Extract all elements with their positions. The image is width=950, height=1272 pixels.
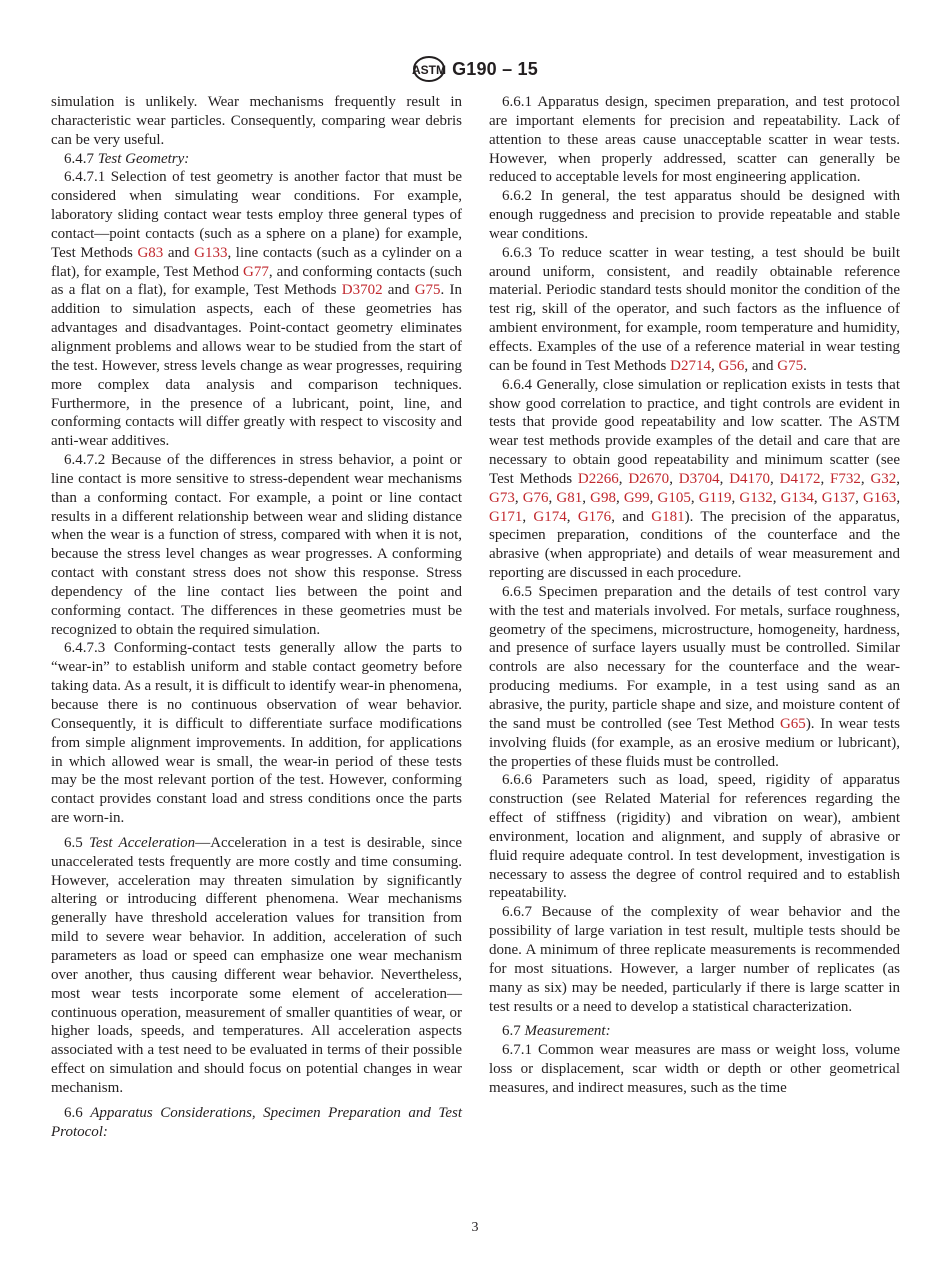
text-run: ). In wear tests involving fluids (for example, as an erosive medium or lubricant), the properties of these fluids must be controlled. (489, 715, 900, 770)
text-run: 6.4.7.1 Selection of test geometry is another factor that must be considered when simulating wear conditions. For example, laboratory sliding contact wear tests employ three general types of contact—point contacts (such as a sphere on a plane) for example, Test Methods (51, 169, 462, 261)
astm-logo-text: ASTM (412, 63, 447, 77)
text-run: , (770, 470, 780, 487)
standard-reference-link[interactable]: G163 (862, 489, 897, 506)
text-run: , (522, 508, 534, 525)
text-run: 6.6.6 Parameters such as load, speed, rigidity of apparatus construction (see Related Material for references regarding the effect of stiffness (rigidity) and vibration on wear), ambient environment, location and alignment, and supply of abrasive or fluid require adequate control. In test development, investigation is necessary to assess the degree of control required and to establish repeatability. (489, 772, 900, 902)
text-run: , (719, 470, 730, 487)
text-run: simulation is unlikely. Wear mechanisms frequently result in characteristic wear particles. Consequently, comparing wear debris can be very useful. (51, 94, 462, 148)
standard-reference-link[interactable]: G176 (577, 508, 612, 525)
text-run: , (855, 489, 863, 506)
paragraph (489, 771, 900, 903)
text-run: 6.6.1 Apparatus design, specimen preparation, and test protocol are important elements for precision and repeatability. Lack of attention to these areas cause unacceptable scatter in wear tests. However, when properly addressed, scatter can generally be reduced to acceptable levels for most engineering application. (489, 94, 900, 186)
text-run: 6.6.7 Because of the complexity of wear behavior and the possibility of large variation in test result, multiple tests should be done. A minimum of three replicate measurements is recommended for most situations. However, a larger number of replicates (as many as six) may be needed, particularly if there is large scatter in test results or a need to develop a statistical characterization. (489, 904, 900, 1015)
text-run: , (711, 357, 719, 374)
paragraph (489, 903, 900, 1016)
text-run: , (860, 470, 871, 487)
standard-reference-link[interactable]: G98 (590, 489, 616, 506)
standard-reference-link[interactable]: G181 (651, 508, 685, 525)
text-run: , (820, 470, 831, 487)
standard-reference-link[interactable]: G134 (780, 489, 814, 506)
section-paragraph (51, 1104, 462, 1142)
paragraph (489, 1041, 900, 1098)
standard-reference-link[interactable]: G75 (414, 282, 441, 299)
right-column (489, 93, 900, 1098)
text-run: 6.6 (64, 1104, 91, 1121)
standard-reference-link[interactable]: G171 (489, 508, 523, 525)
section-heading: Test Acceleration (88, 834, 196, 851)
standard-reference-link[interactable]: G83 (137, 244, 164, 261)
text-run: 6.6.5 Specimen preparation and the details of test control vary with the test and materials involved. For metals, surface roughness, geometry of the specimens, microstructure, homogeneity, hardness, and presence of surface layers usually must be controlled. Similar controls are also necessary for the counterface and the wear-producing mediums. For example, in a test using sand as an abrasive, the purity, particle shape and size, and moisture content of the sand must be controlled (see Test Method (489, 583, 900, 732)
text-run: , and (611, 508, 652, 525)
text-run: 6.4.7.3 Conforming-contact tests generally allow the parts to “wear-in” to establish uniform and stable contact geometry before taking data. As a result, it is difficult to identify wear-in phenomena, because there is no continuous observation of wear behavior. Consequently, it is difficult to differentiate surface modifications from simple alignment improvements. In addition, for applications in which allowed wear is small, the wear-in period of these tests may be the most relevant portion of the test. However, conforming contact provides constant load and stress conditions once the parts are worn-in. (51, 640, 462, 827)
text-run: , and (744, 357, 778, 374)
text-run: —Acceleration in a test is desirable, since unaccelerated tests frequently are more costly and time consuming. However, acceleration may threaten simulation by significantly altering or introducing different phenomena. Wear mechanisms generally have threshold acceleration values for transition from mild to severe wear behavior. In addition, acceleration of such parameters as load or speed can emphasize one wear mechanism over another, thus causing different wear behavior. Nevertheless, most wear tests incorporate some element of acceleration—continuous operation, measurement of smaller quantities of wear, or higher loads, speeds, and temperatures. All acceleration aspects associated with a test need to be evaluated in terms of their possible effect on simulation and should focus on potential changes in wear mechanism. (51, 834, 462, 1096)
paragraph (51, 150, 462, 169)
text-run: , (772, 489, 781, 506)
text-run: , (618, 470, 629, 487)
page-number: 3 (471, 1220, 479, 1235)
paragraph (489, 93, 900, 187)
standard-reference-link[interactable]: D2714 (670, 357, 711, 374)
standard-reference-link[interactable]: G174 (533, 508, 567, 525)
text-run: , (669, 470, 679, 487)
standard-reference-link[interactable]: G75 (777, 357, 804, 374)
text-run: , (896, 470, 901, 487)
paragraph (51, 639, 462, 827)
standard-reference-link[interactable]: F732 (830, 470, 861, 487)
standard-reference-link[interactable]: G65 (779, 715, 806, 732)
text-run: 6.6.4 Generally, close simulation or replication exists in tests that show good correlation to practice, and tight controls are evident in tests that provide good repeatability and low scatter. The ASTM wear test methods provide examples of the detail and care that are necessary to obtain good repeatability and minimum scatter (see Test Methods (489, 376, 900, 487)
text-run: ). The precision of the apparatus, specimen preparation, conditions of the counterface and the abrasive (when appropriate) and details of wear measurement and reporting are discussed in each procedure. (489, 508, 900, 582)
page-header (0, 55, 950, 83)
astm-logo-icon (412, 55, 446, 83)
standard-reference-link[interactable]: G81 (556, 489, 583, 506)
text-run: , (548, 489, 557, 506)
text-run: , (690, 489, 699, 506)
text-run: 6.6.2 In general, the test apparatus should be designed with enough ruggedness and precision to provide repeatable and stable wear conditions. (489, 188, 900, 242)
paragraph (489, 244, 900, 376)
text-run: , (514, 489, 523, 506)
paragraph (51, 168, 462, 451)
standard-reference-link[interactable]: G133 (194, 244, 228, 261)
standard-reference-link[interactable]: G32 (870, 470, 897, 487)
paragraph (51, 93, 462, 150)
text-run: and (163, 244, 195, 261)
standard-reference-link[interactable]: D4170 (729, 470, 771, 487)
section-heading: Test Geometry: (97, 150, 190, 167)
text-run: . In addition to simulation aspects, each of these geometries has advantages and disadvantages. Point-contact geometry eliminates alignment problems and allows wear to be studied from the start of the test. However, stress levels change as wear progresses, requiring more complex data analysis and comparison techniques. Furthermore, in the presence of a lubricant, point, line, and conforming contacts will differ greatly with respect to viscosity and anti-wear additives. (51, 282, 462, 450)
paragraph (489, 376, 900, 583)
text-run: , (582, 489, 591, 506)
section-heading: Apparatus Considerations, Specimen Preparation and Test Protocol: (51, 1104, 463, 1140)
standard-designation: G190 – 15 (452, 58, 538, 79)
text-run: , and conforming contacts (such as a flat on a flat), for example, Test Methods (51, 263, 462, 299)
text-run: . (803, 357, 807, 374)
section-paragraph (51, 834, 462, 1098)
paragraph (51, 451, 462, 639)
left-column (51, 93, 462, 1141)
paragraph (489, 583, 900, 771)
text-run: 6.5 (64, 834, 89, 851)
text-run: 6.7 (502, 1023, 525, 1040)
standard-reference-link[interactable]: D2266 (577, 470, 619, 487)
text-run: 6.4.7.2 Because of the differences in stress behavior, a point or line contact is more sensitive to stress-dependent wear mechanisms than a conforming contact. For example, a point or line contact results in a different relationship between wear and sliding distance when the wear is a function of stress, compared with when it is not, because the stress level changes as wear progresses. A conforming contact with constant stress does not show this response. Stress dependency of the line contact lies between the point and conforming contact. The differences in these geometries must be recognized to obtain the required simulation. (51, 452, 462, 638)
standard-reference-link[interactable]: G73 (489, 489, 515, 506)
text-run: and (382, 282, 415, 299)
standard-reference-link[interactable]: D4172 (779, 470, 821, 487)
text-run: , (896, 489, 901, 506)
standard-reference-link[interactable]: G99 (623, 489, 650, 506)
standard-reference-link[interactable]: G137 (821, 489, 856, 506)
text-run: , (731, 489, 740, 506)
text-run: 6.7.1 Common wear measures are mass or weight loss, volume loss or displacement, scar width or depth or other geometrical measures, and indirect measures, such as the time (489, 1042, 900, 1096)
section-heading: Measurement: (524, 1023, 611, 1040)
text-run: , line contacts (such as a cylinder on a flat), for example, Test Method (51, 244, 462, 280)
standard-reference-link[interactable]: G105 (657, 489, 691, 506)
text-run: , (813, 489, 822, 506)
standard-reference-link[interactable]: D3702 (341, 282, 383, 299)
paragraph (489, 187, 900, 244)
standard-reference-link[interactable]: G77 (243, 263, 269, 280)
text-run: , (615, 489, 624, 506)
text-run: 6.4.7 (64, 150, 98, 167)
section-paragraph (489, 1022, 900, 1041)
text-run: 6.6.3 To reduce scatter in wear testing, a test should be built around uniform, consistent, and readily obtainable reference material. Periodic standard tests should monitor the condition of the test rig, skill of the operator, and such factors as the influence of ambient environment, for example, room temperature and humidity, effects. Examples of the use of a reference material in wear testing can be found in Test Methods (489, 244, 900, 374)
standard-reference-link[interactable]: G132 (739, 489, 773, 506)
standard-reference-link[interactable]: D3704 (678, 470, 720, 487)
text-run: , (649, 489, 658, 506)
text-run: , (566, 508, 578, 525)
standard-reference-link[interactable]: G76 (522, 489, 549, 506)
standard-reference-link[interactable]: G119 (698, 489, 732, 506)
standard-reference-link[interactable]: G56 (718, 357, 745, 374)
standard-reference-link[interactable]: D2670 (628, 470, 670, 487)
